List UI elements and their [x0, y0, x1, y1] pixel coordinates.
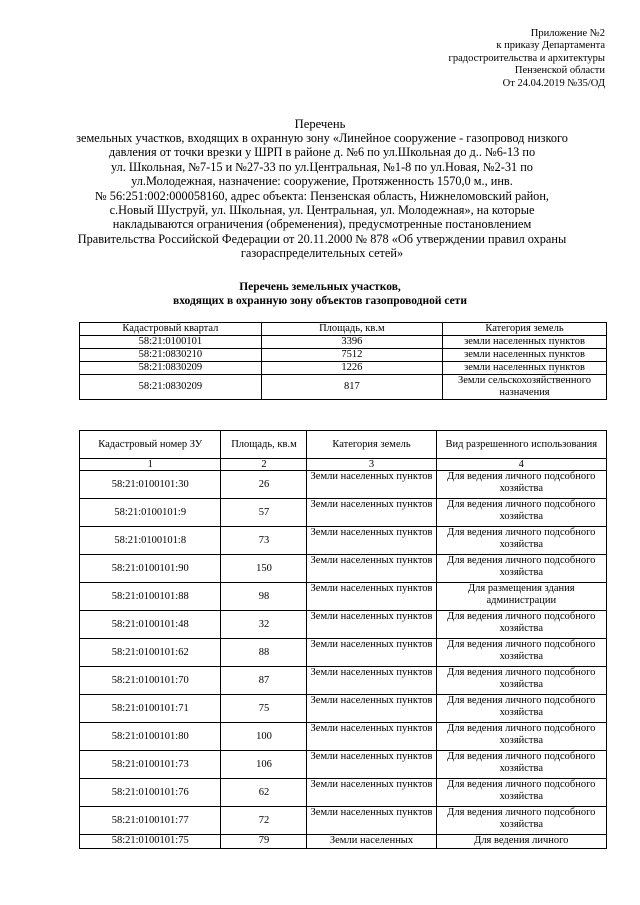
intro-line: ул.Молодежная, назначение: сооружение, Протяженность 1570,0 м., инв.: [131, 174, 513, 189]
table-row: [80, 667, 607, 695]
column-number: 1: [80, 459, 221, 471]
quarters-table: [79, 322, 607, 400]
parcels-table: [79, 430, 607, 849]
table-row: [80, 499, 607, 527]
table-cell: 58:21:0100101:75: [80, 835, 221, 849]
table-cell: Для ведения личного подсобного хозяйства: [436, 807, 606, 835]
table-cell: 58:21:0830209: [80, 375, 262, 400]
table-cell: Для ведения личного подсобного хозяйства: [436, 499, 606, 527]
document-title: Перечень: [294, 117, 346, 131]
table-cell: 58:21:0830210: [80, 349, 262, 362]
table-cell: Для ведения личного подсобного хозяйства: [436, 527, 606, 555]
table-cell: Земли населенных пунктов: [307, 695, 436, 723]
column-number: 4: [436, 459, 606, 471]
column-header: Кадастровый квартал: [80, 323, 262, 336]
table-cell: 100: [221, 723, 307, 751]
intro-line: № 56:251:002:000058160, адрес объекта: Пензенская область, Нижнеломовский район,: [95, 188, 549, 203]
column-number: 2: [221, 459, 307, 471]
table-cell: Для ведения личного подсобного хозяйства: [436, 779, 606, 807]
table-cell: Земли населенных пунктов: [307, 471, 436, 499]
table-row: [80, 471, 607, 499]
table-cell: Земли населенных пунктов: [307, 555, 436, 583]
table-cell: 57: [221, 499, 307, 527]
appendix-header-line: к приказу Департамента: [496, 40, 605, 52]
column-header: Площадь, кв.м: [261, 323, 442, 336]
table-cell: Земли населенных пунктов: [307, 807, 436, 835]
table-cell: 62: [221, 779, 307, 807]
table-cell: 58:21:0830209: [80, 362, 262, 375]
appendix-header-line: От 24.04.2019 №35/ОД: [502, 77, 605, 89]
table-row: [80, 695, 607, 723]
table-row: [80, 375, 607, 400]
table-cell: 58:21:0100101:90: [80, 555, 221, 583]
column-header: Площадь, кв.м: [221, 431, 307, 459]
table-row: [80, 779, 607, 807]
table-cell: 26: [221, 471, 307, 499]
table-cell: 58:21:0100101:76: [80, 779, 221, 807]
intro-line: накладываются ограничения (обременения), предусмотренные постановлением: [112, 217, 532, 232]
table-row: [80, 835, 607, 849]
table-cell: Земли населенных пунктов: [307, 499, 436, 527]
table-cell: Земли сельскохозяйственного назначения: [443, 375, 607, 400]
table-cell: 88: [221, 639, 307, 667]
column-header: Категория земель: [443, 323, 607, 336]
table-cell: земли населенных пунктов: [443, 336, 607, 349]
table-cell: 58:21:0100101:9: [80, 499, 221, 527]
table-cell: 106: [221, 751, 307, 779]
table-cell: Для ведения личного подсобного хозяйства: [436, 471, 606, 499]
intro-line: ул. Школьная, №7-15 и №27-33 по ул.Центральная, №1-8 по ул.Новая, №2-31 по: [111, 159, 533, 174]
table-cell: Для ведения личного подсобного хозяйства: [436, 751, 606, 779]
subtitle-line: входящих в охранную зону объектов газопроводной сети: [173, 295, 467, 307]
table-cell: Земли населенных: [307, 835, 436, 849]
table-row: [80, 555, 607, 583]
table-cell: 58:21:0100101:71: [80, 695, 221, 723]
table-row: [80, 639, 607, 667]
table-cell: 73: [221, 527, 307, 555]
table-row: [80, 527, 607, 555]
table-cell: Земли населенных пунктов: [307, 751, 436, 779]
table-cell: 58:21:0100101:70: [80, 667, 221, 695]
appendix-header-line: Пензенской области: [514, 65, 605, 77]
table-cell: 58:21:0100101:30: [80, 471, 221, 499]
table-cell: 58:21:0100101:8: [80, 527, 221, 555]
table-cell: 150: [221, 555, 307, 583]
section-subtitle: [0, 280, 640, 308]
table-cell: 87: [221, 667, 307, 695]
table-cell: земли населенных пунктов: [443, 349, 607, 362]
table-cell: Земли населенных пунктов: [307, 639, 436, 667]
table-cell: 32: [221, 611, 307, 639]
table-cell: 1226: [261, 362, 442, 375]
appendix-header-line: градостроительства и архитектуры: [448, 52, 605, 64]
table-cell: Для ведения личного подсобного хозяйства: [436, 611, 606, 639]
table-cell: Для ведения личного подсобного хозяйства: [436, 555, 606, 583]
table-row: [80, 751, 607, 779]
table-cell: 58:21:0100101:48: [80, 611, 221, 639]
table-cell: Для ведения личного подсобного хозяйства: [436, 667, 606, 695]
table-cell: Земли населенных пунктов: [307, 723, 436, 751]
table-row: [80, 807, 607, 835]
intro-line: давления от точки врезки у ШРП в районе д. №6 по ул.Школьная до д.. №6-13 по: [108, 145, 536, 160]
table-cell: Земли населенных пунктов: [307, 667, 436, 695]
table-cell: 58:21:0100101:80: [80, 723, 221, 751]
table-row: [80, 611, 607, 639]
table-cell: Земли населенных пунктов: [307, 611, 436, 639]
table-header-row: [80, 431, 607, 459]
table-cell: Для ведения личного подсобного хозяйства: [436, 639, 606, 667]
table-cell: 58:21:0100101: [80, 336, 262, 349]
table-cell: 98: [221, 583, 307, 611]
table-cell: 3396: [261, 336, 442, 349]
table-cell: 58:21:0100101:88: [80, 583, 221, 611]
table-cell: земли населенных пунктов: [443, 362, 607, 375]
column-header: Категория земель: [307, 431, 436, 459]
table-row: [80, 349, 607, 362]
table-cell: 58:21:0100101:62: [80, 639, 221, 667]
appendix-header: [449, 28, 605, 90]
subtitle-line: Перечень земельных участков,: [239, 281, 401, 293]
intro-line: газораспределительных сетей»: [240, 246, 404, 261]
table-cell: 72: [221, 807, 307, 835]
column-number-row: [80, 459, 607, 471]
table-cell: 75: [221, 695, 307, 723]
table-cell: Для размещения здания администрации: [436, 583, 606, 611]
table-cell: Для ведения личного подсобного хозяйства: [436, 723, 606, 751]
column-number: 3: [307, 459, 436, 471]
table-header-row: [80, 323, 607, 336]
table-cell: Земли населенных пунктов: [307, 527, 436, 555]
intro-line: земельных участков, входящих в охранную зону «Линейное сооружение - газопровод низкого: [76, 131, 568, 145]
column-header: Вид разрешенного использования: [436, 431, 606, 459]
table-cell: 817: [261, 375, 442, 400]
table-row: [80, 362, 607, 375]
table-cell: Земли населенных пунктов: [307, 779, 436, 807]
table-cell: Для ведения личного: [436, 835, 606, 849]
table-cell: Земли населенных пунктов: [307, 583, 436, 611]
intro-line: с.Новый Шуструй, ул. Школьная, ул. Центральная, ул. Молодежная», на которые: [109, 203, 535, 218]
column-header: Кадастровый номер ЗУ: [80, 431, 221, 459]
table-cell: 7512: [261, 349, 442, 362]
table-cell: Для ведения личного подсобного хозяйства: [436, 695, 606, 723]
intro-line: Правительства Российской Федерации от 20.11.2000 № 878 «Об утверждении правил охраны: [77, 231, 567, 246]
table-cell: 79: [221, 835, 307, 849]
table-row: [80, 336, 607, 349]
table-row: [80, 583, 607, 611]
table-cell: 58:21:0100101:73: [80, 751, 221, 779]
table-row: [80, 723, 607, 751]
document-intro: [72, 131, 572, 261]
appendix-header-line: Приложение №2: [530, 28, 605, 39]
table-cell: 58:21:0100101:77: [80, 807, 221, 835]
